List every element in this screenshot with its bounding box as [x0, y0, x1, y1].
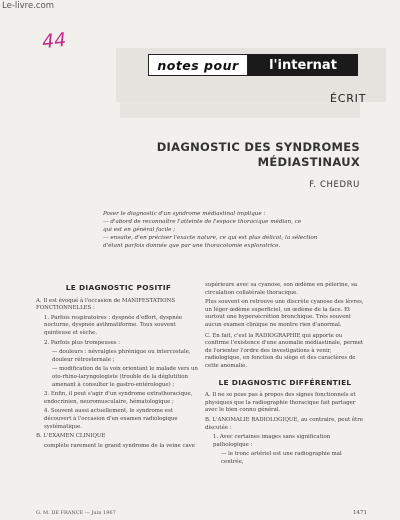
title-line: DIAGNOSTIC DES SYNDROMES: [156, 140, 360, 154]
title-line: MÉDIASTINAUX: [257, 155, 360, 169]
list-item: — douleurs : névralgies phrénique ou intercostale, douleur rétrosternale ;: [52, 349, 191, 363]
page-number: 1471: [353, 510, 367, 516]
list-item: A. Il ne se pose pas à propos des signes fonctionnels et physiques que la radiographie thoracique fait partager avec le bien connu général.: [205, 392, 356, 414]
list-item: 3. Enfin, il peut s'agir d'un syndrome extrathoracique, endocrinien, neuromusculaire, hématologique ;: [44, 391, 193, 405]
author: F. CHEDRU: [309, 180, 360, 190]
paragraph: supérieure avec sa cyanose, son œdème en pèlerine, sa circulation collatérale thoracique.: [205, 282, 358, 296]
paragraph: Plus souvent on retrouve une discrète cyanose des lèvres, un léger œdème superficiel, un œdème de la face. Et surtout une hypersécrétion bronchique. Très souvent aucun examen clinique ne montre rien d'anormal.: [205, 299, 364, 328]
intro-line: — d'abord de reconnaître l'atteinte de l'espace thoracique médian, ce: [103, 219, 302, 225]
footer-left: G. M. DE FRANCE — Juin 1967: [36, 510, 116, 516]
right-column: [205, 282, 365, 468]
list-item: B. L'EXAMEN CLINIQUE: [36, 433, 106, 440]
section-heading: LE DIAGNOSTIC POSITIF: [65, 283, 172, 292]
intro-line: — ensuite, d'en préciser l'exacte nature, ce qui est plus délicat, la sélection: [103, 235, 318, 241]
intro-line: d'étant parfois donnée que par une thoracotomie exploratrice.: [103, 243, 281, 249]
section-banner: [148, 54, 360, 76]
list-item: B. L'ANOMALIE RADIOLOGIQUE, au contraire, peut être discutée :: [205, 416, 363, 431]
article-title: [150, 140, 360, 170]
list-item: 2. Parfois plus trompeuses :: [44, 339, 121, 346]
banner-right: [248, 54, 358, 76]
list-item: 1. Avec certaines images sans signification pathologique :: [213, 434, 331, 448]
section-heading: LE DIAGNOSTIC DIFFÉRENTIEL: [218, 377, 352, 387]
left-column: [36, 282, 201, 452]
intro-paragraph: [103, 210, 358, 250]
banner-right-text: l'internat: [269, 57, 337, 73]
intro-line: Poser le diagnostic d'un syndrome médiastinal implique :: [103, 211, 266, 217]
intro-line: qui est en général facile ;: [103, 227, 176, 233]
watermark: Le-livre.com: [2, 1, 55, 11]
banner-left: [148, 54, 248, 76]
rubric: ÉCRIT: [330, 92, 367, 105]
list-item: — modification de la voix orientant le malade vers un oto-rhino-laryngologiste (trouble de la déglutition amenant à consulter le gastro-entérologue) ;: [52, 366, 198, 388]
list-item: A. Il est évoqué à l'occasion de MANIFESTATIONS FONCTIONNELLES :: [36, 297, 176, 312]
list-item: complète rarement le grand syndrome de la veine cave: [44, 442, 195, 449]
handwritten-number: 44: [40, 28, 68, 54]
banner-left-text: notes pour: [157, 57, 239, 73]
right-items: [205, 392, 365, 466]
list-item: 4. Souvent aussi actuellement, le syndrome est découvert à l'occasion d'un examen radiologique systématique.: [44, 408, 178, 430]
paragraph: C. En fait, c'est la RADIOGRAPHIE qui apporte ou confirme l'existence d'une anomalie médiastinale, permet de l'orienter l'ordre des investigations à venir, radiologique, en fonction du siège et des caractères de cette anomalie.: [205, 332, 364, 369]
list-item: 1. Parfois respiratoires : dyspnée d'effort, dyspnée nocturne, dyspnée asthmatiforme. Toux souvent quinteuse et sèche.: [44, 314, 183, 336]
left-items: [36, 298, 201, 451]
list-item: — le tronc artériel est une radiographie mal centrée,: [221, 451, 342, 465]
